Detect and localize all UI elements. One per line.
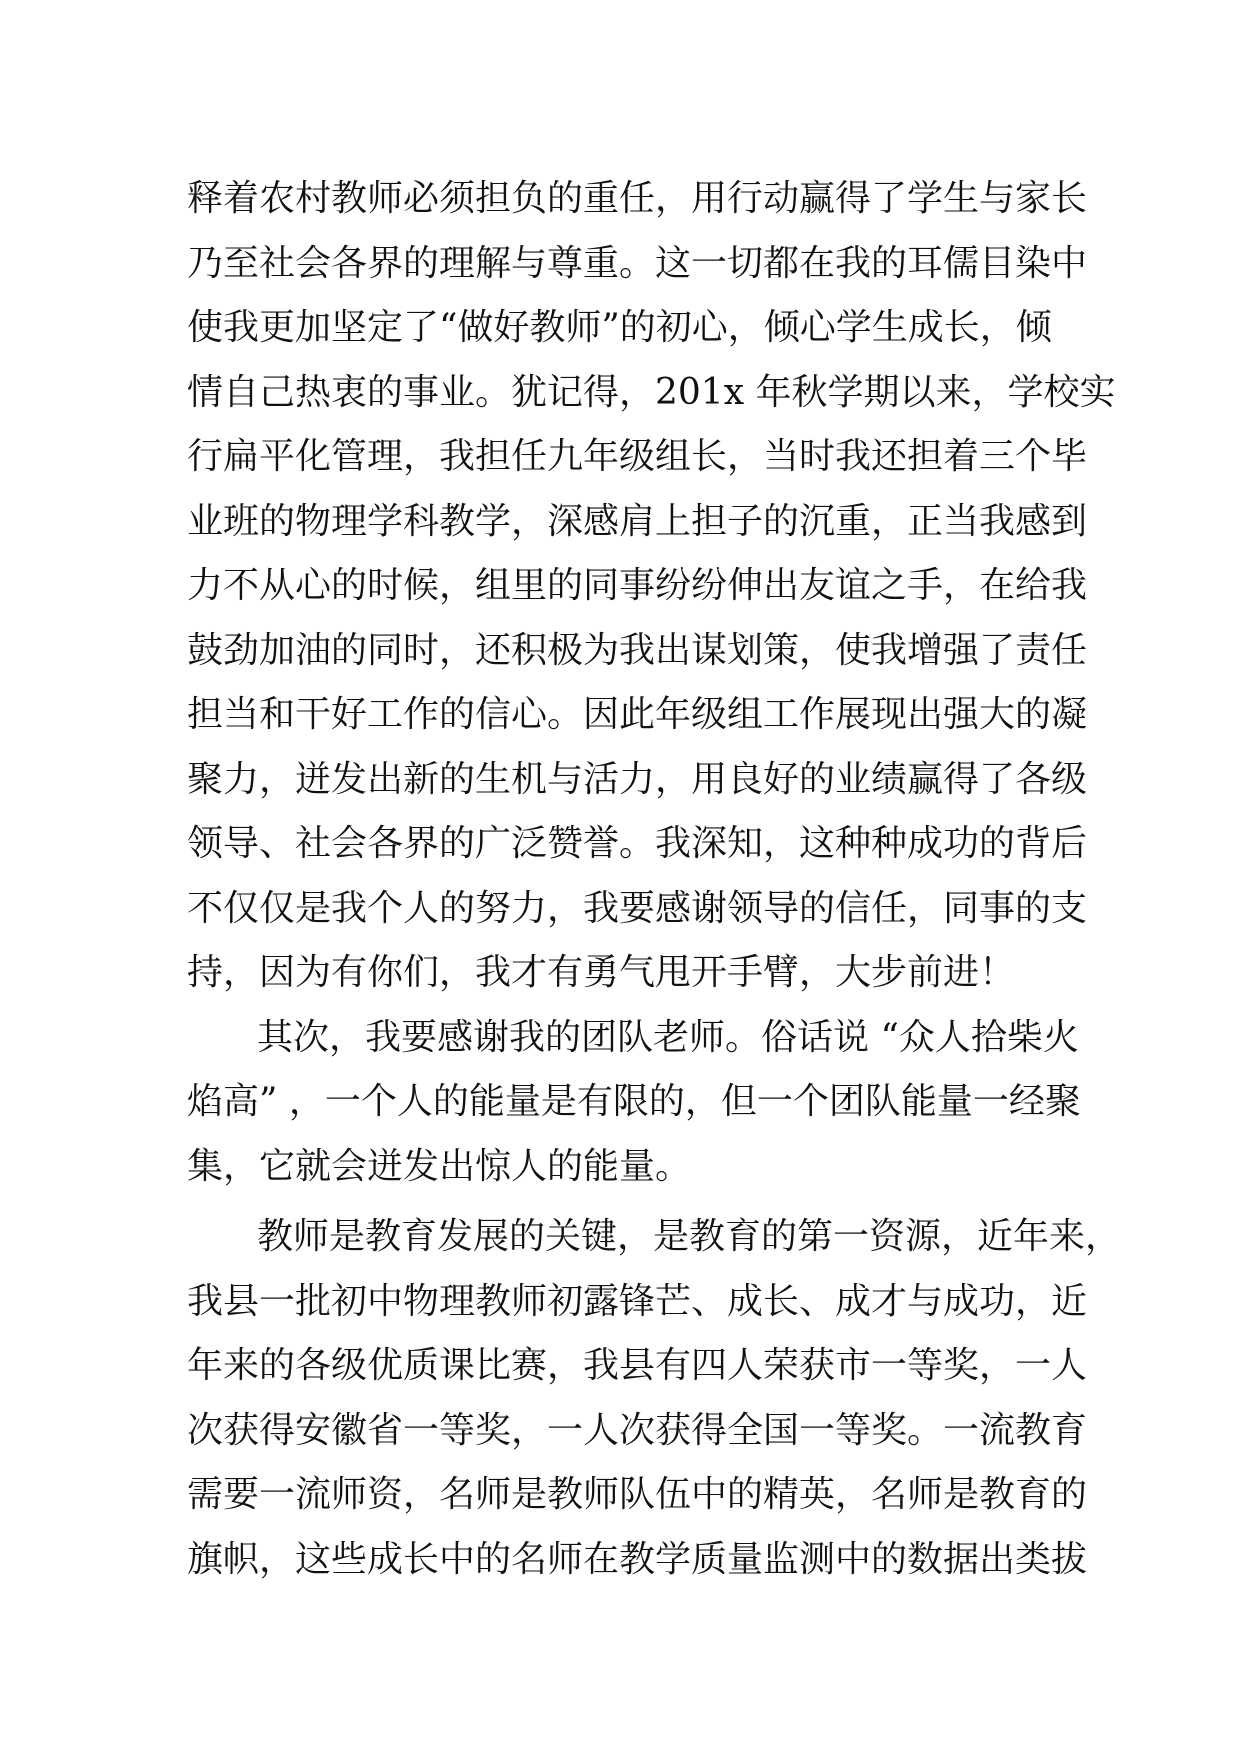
paragraph-start-line: 其次，我要感谢我的团队老师。俗话说 “众人拾柴火 bbox=[257, 1016, 1079, 1058]
document-body bbox=[187, 167, 1122, 1592]
text-line: 行扁平化管理，我担任九年级组长，当时我还担着三个毕 bbox=[187, 436, 1088, 477]
text-line: 力不从心的时候，组里的同事纷纷伸出友谊之手，在给我 bbox=[187, 565, 1088, 606]
text-line: 使我更加坚定了“做好教师”的初心，倾心学生成长，倾 bbox=[187, 307, 1052, 348]
text-line: 担当和干好工作的信心。因此年级组工作展现出强大的凝 bbox=[187, 694, 1088, 735]
text-line: 聚力，迸发出新的生机与活力，用良好的业绩赢得了各级 bbox=[187, 758, 1088, 800]
text-line: 次获得安徽省一等奖，一人次获得全国一等奖。一流教育 bbox=[187, 1409, 1088, 1451]
text-line: 旗帜，这些成长中的名师在教学质量监测中的数据出类拔 bbox=[187, 1538, 1088, 1580]
text-line: 焰高” ，一个人的能量是有限的，但一个团队能量一经聚 bbox=[187, 1081, 1081, 1122]
text-line: 鼓劲加油的同时，还积极为我出谋划策，使我增强了责任 bbox=[187, 629, 1088, 671]
text-line: 需要一流师资，名师是教师队伍中的精英，名师是教育的 bbox=[187, 1474, 1088, 1515]
text-line: 情自己热衷的事业。犹记得，201x 年秋学期以来，学校实 bbox=[187, 371, 1116, 413]
text-line: 不仅仅是我个人的努力，我要感谢领导的信任，同事的支 bbox=[187, 887, 1088, 929]
text-line: 业班的物理学科教学，深感肩上担子的沉重，正当我感到 bbox=[187, 500, 1088, 542]
text-line: 年来的各级优质课比赛，我县有四人荣获市一等奖，一人 bbox=[187, 1345, 1088, 1386]
text-line: 持，因为有你们，我才有勇气甩开手臂，大步前进！ bbox=[187, 952, 1016, 993]
text-line: 领导、社会各界的广泛赞誉。我深知，这种种成功的背后 bbox=[187, 823, 1088, 864]
text-line: 集，它就会迸发出惊人的能量。 bbox=[187, 1145, 692, 1187]
text-line: 释着农村教师必须担负的重任，用行动赢得了学生与家长 bbox=[187, 178, 1088, 219]
text-line: 乃至社会各界的理解与尊重。这一切都在我的耳儒目染中 bbox=[187, 242, 1088, 284]
text-line: 我县一批初中物理教师初露锋芒、成长、成才与成功，近 bbox=[187, 1280, 1088, 1322]
paragraph-start-line: 教师是教育发展的关键，是教育的第一资源，近年来， bbox=[257, 1216, 1122, 1257]
